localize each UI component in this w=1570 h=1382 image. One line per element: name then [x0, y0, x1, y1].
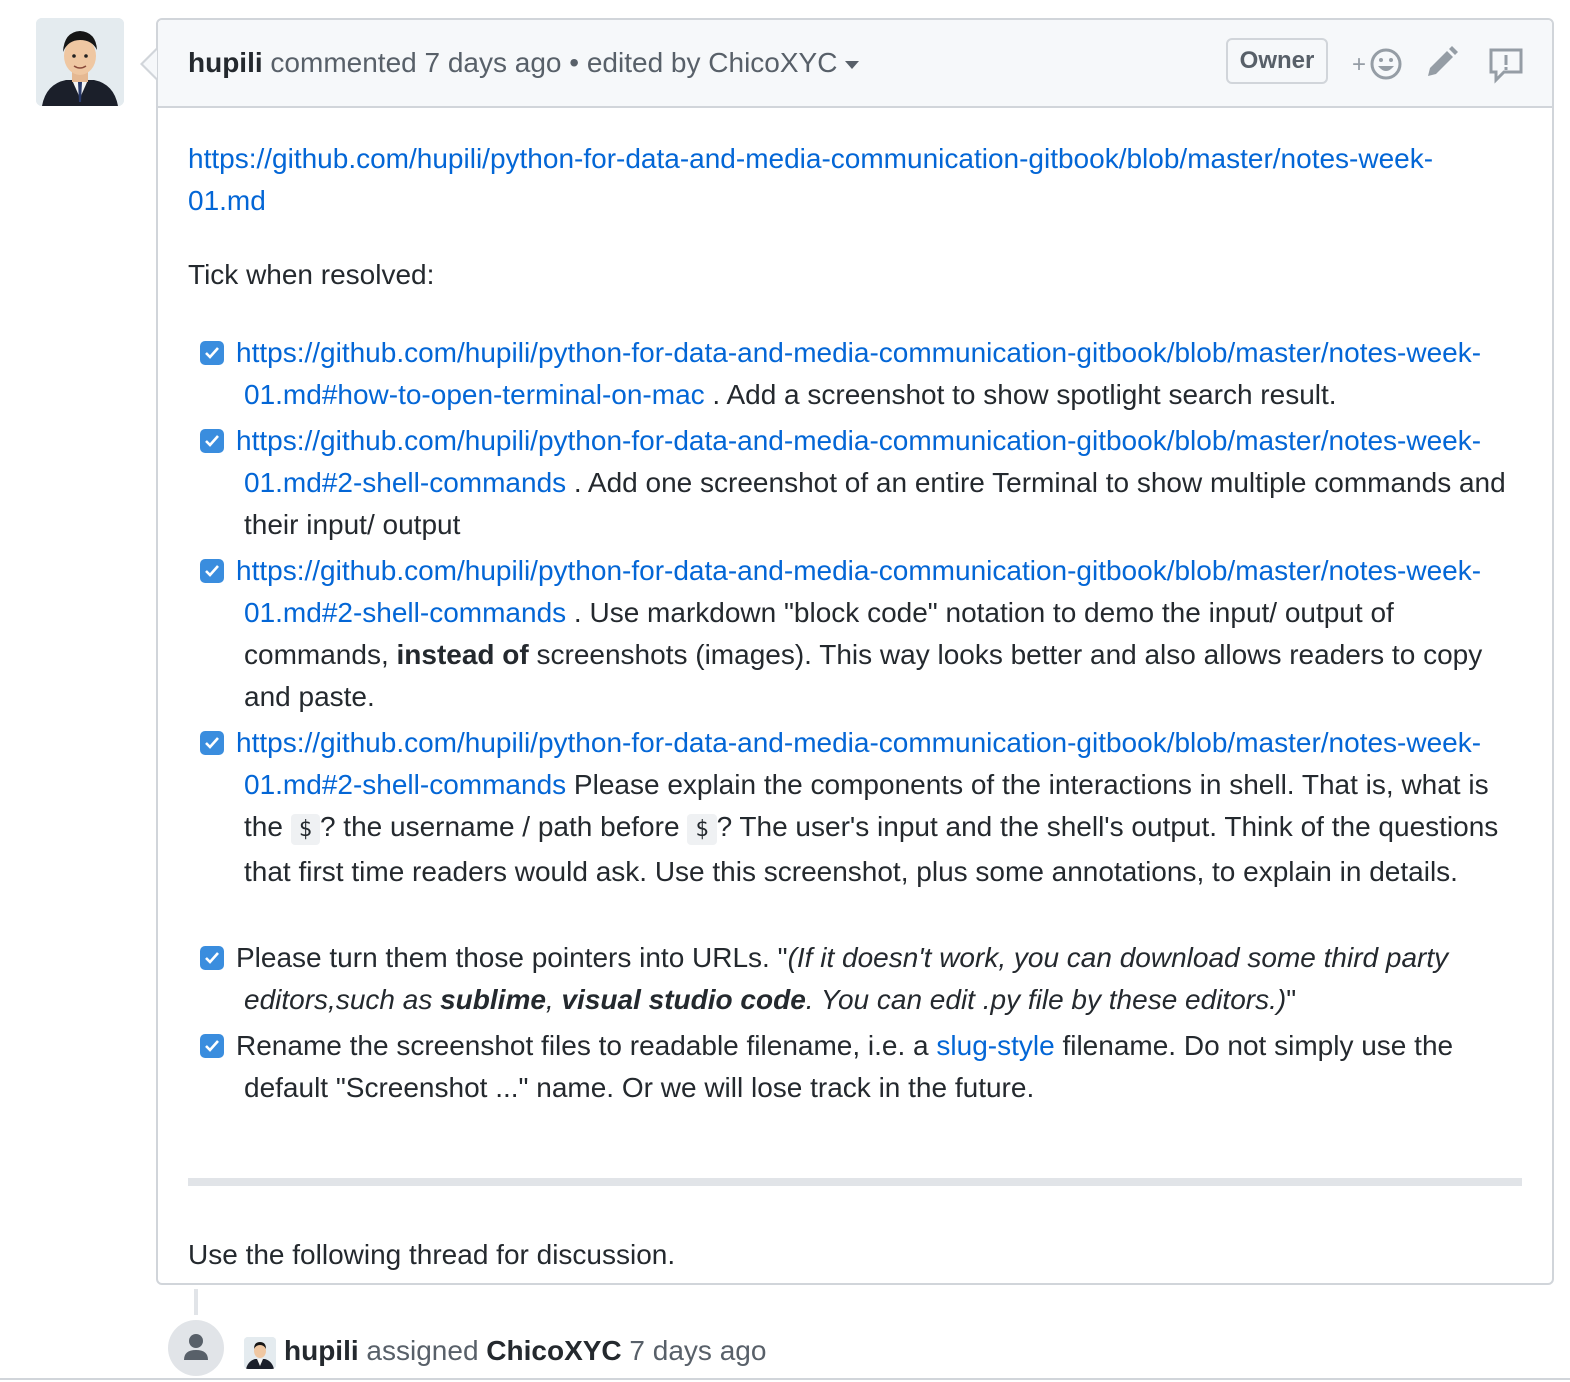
task-italic-text: ,	[545, 984, 562, 1015]
notes-link[interactable]: https://github.com/hupili/python-for-data-and-media-communication-gitbook/blob/master/notes-week-01.md	[188, 143, 1434, 216]
event-time[interactable]: 7 days ago	[621, 1335, 767, 1366]
task-link[interactable]: https://github.com/hupili/python-for-data-and-media-communication-gitbook/blob/master/notes-week-01.md#2-shell-commands	[236, 425, 1482, 498]
task-checkbox[interactable]	[200, 946, 224, 970]
assign-event	[284, 1335, 766, 1367]
task-text: screenshots (images). This way looks better and also allows readers to copy and paste.	[244, 639, 1483, 712]
tick-label: Tick when resolved:	[188, 259, 435, 290]
event-target[interactable]: ChicoXYC	[486, 1335, 622, 1366]
task-text: ? The user's input and the shell's output. Think of the questions that first time readers would ask. Use this screenshot, plus some annotations, to explain in details.	[244, 811, 1499, 887]
task-text: ? the username / path before	[319, 811, 688, 842]
task-bold-italic-text: visual studio code	[561, 984, 806, 1015]
task-link[interactable]: https://github.com/hupili/python-for-data-and-media-communication-gitbook/blob/master/notes-week-01.md#2-shell-commands	[236, 555, 1482, 628]
owner-badge: Owner	[1226, 38, 1328, 84]
timeline-line	[194, 1289, 198, 1315]
footer-text: Use the following thread for discussion.	[188, 1239, 676, 1270]
task-checkbox[interactable]	[200, 1034, 224, 1058]
task-bold-italic-text: sublime	[440, 984, 546, 1015]
author-avatar[interactable]	[36, 18, 124, 106]
task-checkbox[interactable]	[200, 731, 224, 755]
person-icon	[168, 1320, 224, 1376]
task-link[interactable]: https://github.com/hupili/python-for-data-and-media-communication-gitbook/blob/master/notes-week-01.md#2-shell-commands	[236, 727, 1482, 800]
task-text: filename. Do not simply use the default "Screenshot ..." name. Or we will lose track in the future.	[244, 1030, 1454, 1103]
add-reaction-icon[interactable]	[1350, 44, 1406, 84]
comment-meta-text: commented 7 days ago • edited by ChicoXYC	[262, 47, 838, 78]
report-icon[interactable]	[1486, 44, 1526, 84]
task-text: "	[1286, 984, 1297, 1015]
task-italic-text: . You can edit .py file by these editors.)	[805, 984, 1287, 1015]
inline-code: $	[687, 814, 716, 845]
event-action: assigned	[358, 1335, 487, 1366]
horizontal-rule	[188, 1178, 1522, 1186]
task-checkbox[interactable]	[200, 341, 224, 365]
edit-history-caret-icon[interactable]	[845, 61, 859, 69]
actor-avatar[interactable]	[244, 1337, 276, 1369]
task-checkbox[interactable]	[200, 559, 224, 583]
task-bold-text: instead of	[396, 639, 529, 670]
task-text: . Add a screenshot to show spotlight search result.	[704, 379, 1337, 410]
comment-header	[158, 20, 1552, 108]
task-text: Please explain the components of the interactions in shell. That is, what is the	[244, 769, 1489, 842]
task-link[interactable]: https://github.com/hupili/python-for-data-and-media-communication-gitbook/blob/master/notes-week-01.md#how-to-open-terminal-on-mac	[236, 337, 1482, 410]
comment-box	[156, 18, 1554, 1285]
task-text: . Add one screenshot of an entire Terminal to show multiple commands and their input/ output	[244, 467, 1506, 540]
task-italic-text: (If it doesn't work, you can download some third party editors,such as	[244, 942, 1449, 1015]
comment-meta	[188, 47, 859, 79]
slug-style-link[interactable]: slug-style	[936, 1030, 1055, 1061]
task-text: Rename the screenshot files to readable filename, i.e. a	[236, 1030, 937, 1061]
task-text: Please turn them those pointers into URLs. "	[236, 942, 788, 973]
task-checkbox[interactable]	[200, 429, 224, 453]
event-actor[interactable]: hupili	[284, 1335, 359, 1366]
bottom-divider	[0, 1378, 1570, 1380]
pencil-icon[interactable]	[1420, 44, 1460, 84]
task-text: . Use markdown "block code" notation to demo the input/ output of commands,	[244, 597, 1394, 670]
author-name[interactable]: hupili	[188, 47, 263, 78]
inline-code: $	[291, 814, 320, 845]
svg-text:+: +	[1352, 51, 1367, 78]
